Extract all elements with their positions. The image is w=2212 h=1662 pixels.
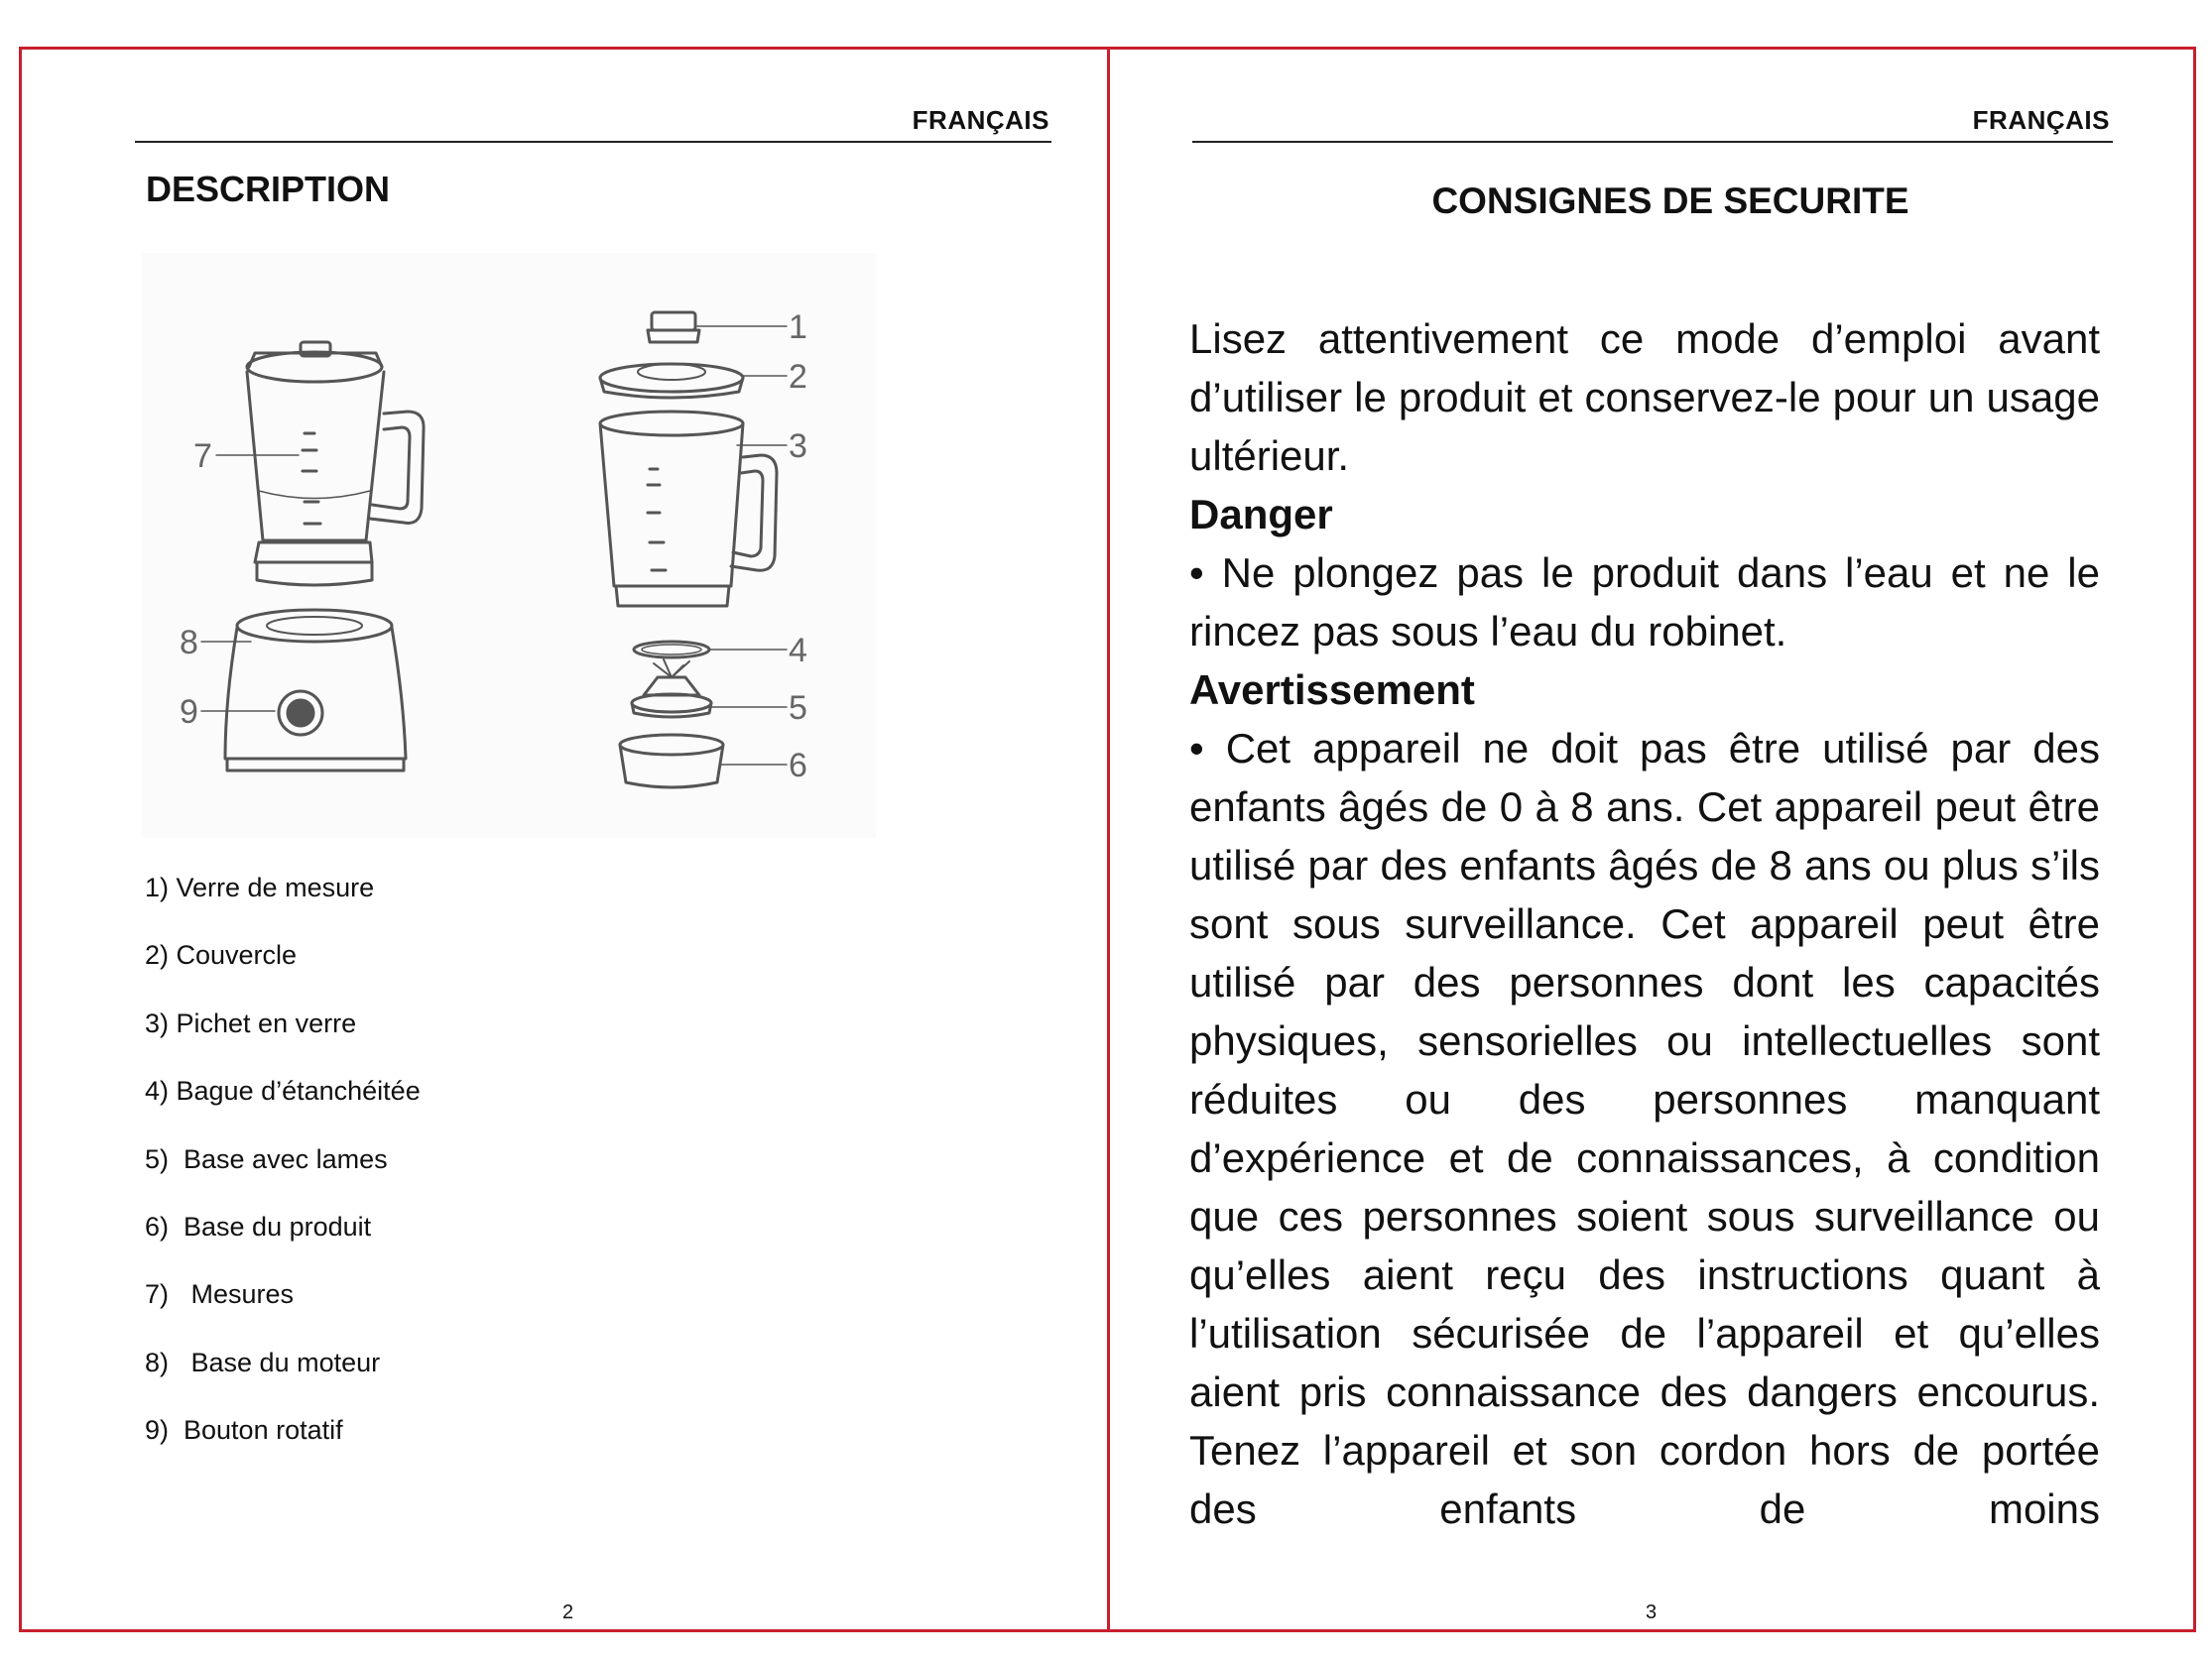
parts-list-item: 4) Bague d’étanchéitée [145, 1076, 421, 1107]
blender-exploded-diagram [142, 253, 876, 838]
parts-list-item: 3) Pichet en verre [145, 1008, 357, 1038]
callout-number: 9 [180, 693, 198, 731]
warning-heading: Avertissement [1189, 666, 1475, 713]
section-title-description: DESCRIPTION [146, 169, 391, 209]
exploded-parts-drawing [600, 312, 787, 787]
page-language-label: FRANÇAIS [1972, 105, 2110, 135]
parts-list [145, 868, 421, 1479]
callout-number: 5 [789, 689, 807, 727]
parts-list-item: 2) Couvercle [145, 940, 298, 971]
parts-list-item: 1) Verre de mesure [145, 873, 375, 902]
manual-page-right [1107, 47, 2196, 1632]
section-title-safety: CONSIGNES DE SECURITE [1431, 180, 1909, 221]
warning-paragraph: • Cet appareil ne doit pas être utilisé par des enfants âgés de 0 à 8 ans. Cet appareil peut être utilisé par des enfants âgés de 8 ans ou plus s’ils sont sous surveillance. Cet appareil peut être utilisé par des personnes dont les capacités physiques, sensorielles ou intellectuelles sont réduites ou des personnes manquant d’expérience et de connaissances, à condition que ces personnes soient sous surveillance ou qu’elles aient reçu des instructions quant à l’utilisation sécurisée de l’appareil et qu’elles aient pris connaissance des dangers encourus. Tenez l’appareil et son cordon hors de portée des enfants de moins [1189, 725, 2100, 1532]
parts-list-item: 8) Base du moteur [145, 1347, 381, 1377]
parts-list-item: 6) Base du produit [145, 1211, 372, 1242]
parts-list-item: 7) Mesures [145, 1279, 295, 1310]
parts-list-item: 5) Base avec lames [145, 1143, 388, 1174]
callout-number: 1 [789, 308, 807, 346]
header-rule [1192, 141, 2113, 143]
callout-number: 4 [789, 632, 807, 669]
callout-number: 2 [789, 358, 807, 396]
callout-number: 3 [789, 427, 807, 465]
danger-paragraph: • Ne plongez pas le produit dans l’eau et ne le rincez pas sous l’eau du robinet. [1189, 549, 2100, 654]
manual-page-left [19, 47, 1110, 1632]
parts-list-item: 9) Bouton rotatif [145, 1415, 343, 1446]
page-language-label: FRANÇAIS [912, 105, 1049, 135]
intro-paragraph: Lisez attentivement ce mode d’emploi avant d’utiliser le produit et conservez-le pour un usage ultérieur. [1189, 315, 2100, 479]
callout-number: 6 [789, 747, 807, 784]
safety-instructions [1189, 309, 2100, 1538]
assembled-jug-drawing [216, 342, 424, 585]
motor-base-drawing [201, 610, 406, 771]
callout-number: 8 [180, 624, 198, 661]
header-rule [135, 141, 1051, 143]
page-number: 2 [562, 1602, 574, 1623]
danger-heading: Danger [1189, 491, 1333, 537]
callout-number: 7 [193, 437, 212, 475]
page-number: 3 [1646, 1602, 1658, 1623]
